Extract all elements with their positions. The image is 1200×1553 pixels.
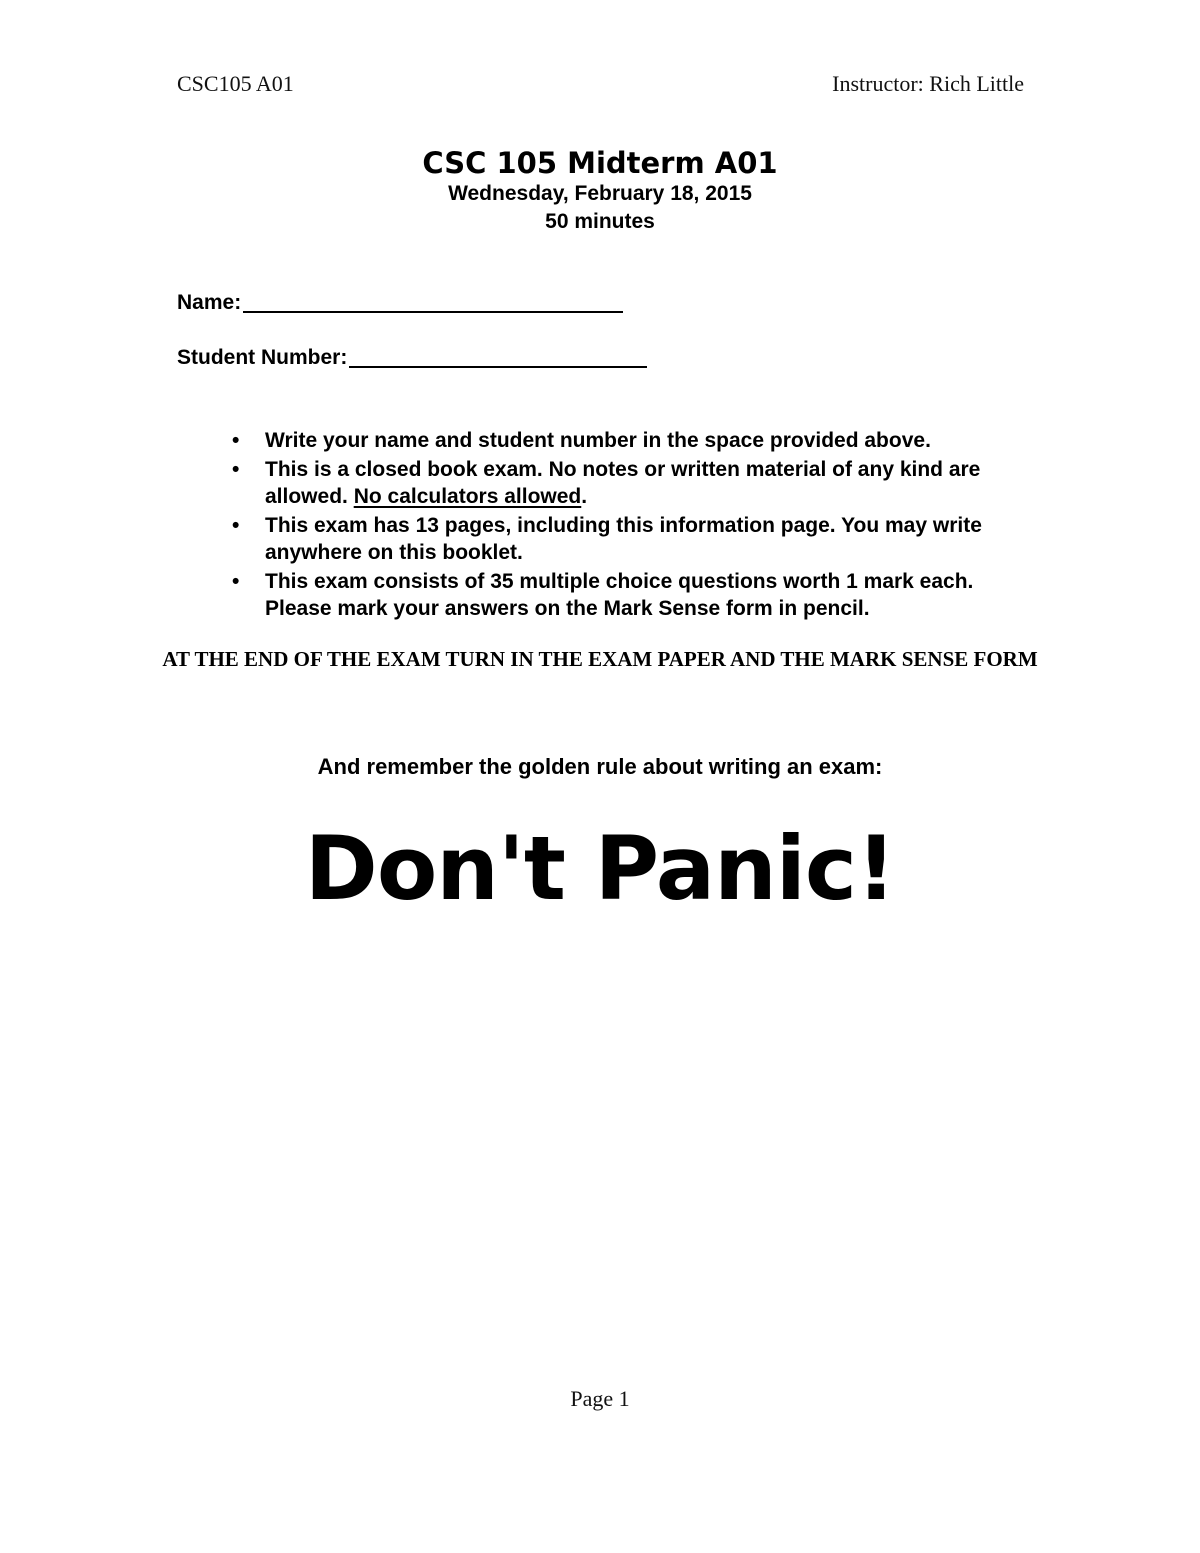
exam-date: Wednesday, February 18, 2015	[448, 182, 752, 205]
student-number-field	[177, 346, 647, 368]
name-field	[177, 291, 623, 313]
page-title: CSC 105 Midterm A01	[422, 146, 778, 180]
list-item	[232, 456, 1032, 510]
list-item	[232, 512, 1032, 566]
name-blank-line	[243, 291, 623, 313]
student-number-blank-line	[349, 346, 647, 368]
student-number-label: Student Number:	[177, 346, 348, 369]
exam-duration: 50 minutes	[545, 210, 655, 233]
rule-text: This exam has 13 pages, including this information page. You may write anywhere on this booklet.	[265, 514, 982, 564]
header-course-section: CSC105 A01	[177, 71, 294, 96]
golden-rule-text: And remember the golden rule about writing an exam:	[317, 754, 883, 779]
rule-text-end: .	[581, 485, 588, 508]
header-instructor: Instructor: Rich Little	[832, 71, 1024, 96]
name-label: Name:	[177, 291, 242, 314]
exam-rules-list	[232, 427, 1032, 624]
page-number: Page 1	[570, 1386, 630, 1411]
bullet-icon: •	[232, 458, 240, 481]
bullet-icon: •	[232, 514, 240, 537]
bullet-icon: •	[232, 570, 240, 593]
rule-text: This exam consists of 35 multiple choice questions worth 1 mark each. Please mark your answers on the Mark Sense form in pencil.	[265, 570, 974, 620]
list-item	[232, 427, 1032, 454]
list-item	[232, 568, 1032, 622]
dont-panic-motto: Don't Panic!	[304, 817, 896, 920]
rule-text: Write your name and student number in the space provided above.	[265, 429, 931, 452]
title-block	[0, 146, 1200, 236]
end-of-exam-notice: AT THE END OF THE EXAM TURN IN THE EXAM PAPER AND THE MARK SENSE FORM	[162, 647, 1038, 671]
rule-text: This is a closed book exam. No notes or written material of any kind are allowed.	[265, 458, 981, 508]
rule-emphasis: No calculators allowed	[353, 485, 582, 508]
bullet-icon: •	[232, 429, 240, 452]
